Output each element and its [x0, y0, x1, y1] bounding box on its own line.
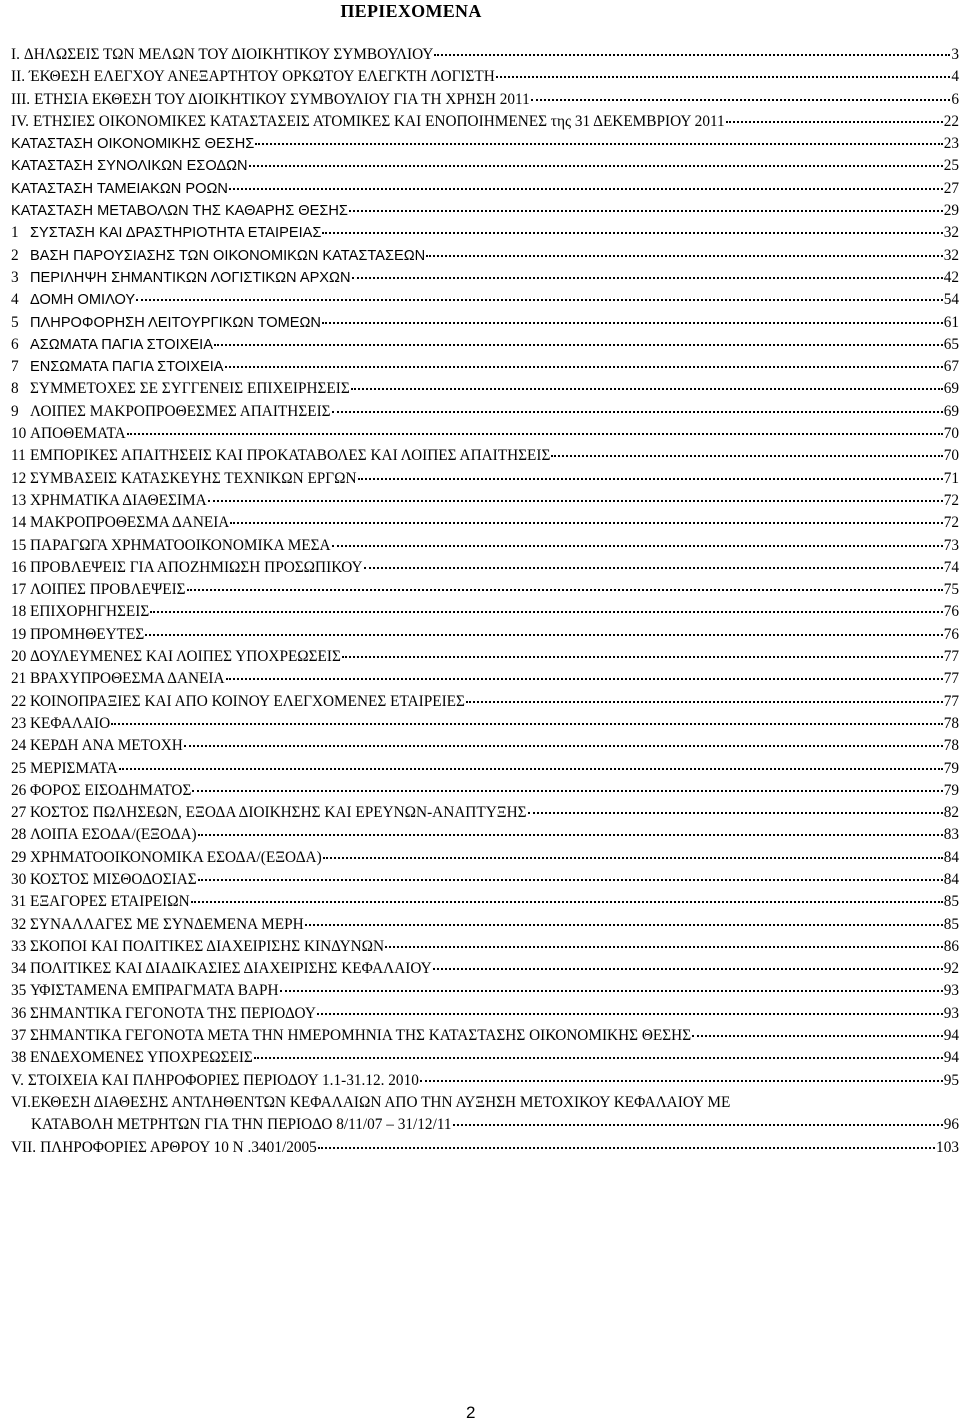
toc-entry[interactable]	[11, 200, 959, 222]
toc-entry-page: 70	[943, 447, 959, 465]
toc-entry[interactable]	[11, 624, 959, 646]
toc-entry-number: 8	[11, 380, 19, 398]
toc-entry-page: 25	[943, 157, 959, 175]
toc-entry-page: 75	[943, 581, 959, 599]
dot-leader	[692, 1034, 943, 1037]
toc-entry-number: 13	[11, 491, 27, 509]
toc-entry-title: ΠΟΛΙΤΙΚΕΣ ΚΑΙ ΔΙΑΔΙΚΑΣΙΕΣ ΔΙΑΧΕΙΡΙΣΗΣ ΚΕΦΑΛΑΙΟΥ	[30, 960, 432, 978]
toc-entry[interactable]	[11, 958, 959, 980]
toc-entry-page: 78	[943, 714, 959, 732]
toc-entry[interactable]	[11, 735, 959, 757]
toc-entry-page: 96	[943, 1116, 959, 1134]
toc-entry[interactable]	[11, 579, 959, 601]
toc-entry-number: 1	[11, 224, 19, 242]
toc-entry-number: VI.	[11, 1093, 31, 1111]
toc-entry-page: 72	[943, 514, 959, 532]
dot-leader	[317, 1012, 943, 1015]
dot-leader	[127, 432, 943, 435]
toc-entry-page: 93	[943, 982, 959, 1000]
toc-entry[interactable]	[11, 356, 959, 378]
toc-entry-page: 6	[951, 90, 959, 108]
toc-entry[interactable]	[11, 691, 959, 713]
toc-entry-number: 30	[11, 870, 27, 888]
toc-entry[interactable]	[11, 111, 959, 133]
toc-entry-number: 10	[11, 425, 27, 443]
toc-entry-title: ΑΣΩΜΑΤΑ ΠΑΓΙΑ ΣΤΟΙΧΕΙΑ	[30, 336, 213, 353]
dot-leader	[254, 1056, 943, 1059]
toc-entry-title: ΣΗΜΑΝΤΙΚΑ ΓΕΓΟΝΟΤΑ ΜΕΤΑ ΤΗΝ ΗΜΕΡΟΜΗΝΙΑ ΤΗΣ ΚΑΤΑΣΤΑΣΗΣ ΟΙΚΟΝΟΜΙΚΗΣ ΘΕΣΗΣ	[30, 1027, 692, 1045]
toc-entry-number: III.	[11, 90, 31, 108]
toc-entry[interactable]	[11, 312, 959, 334]
toc-entry-title: ΔΟΥΛΕΥΜΕΝΕΣ ΚΑΙ ΛΟΙΠΕΣ ΥΠΟΧΡΕΩΣΕΙΣ	[30, 648, 341, 666]
dot-leader	[230, 521, 942, 524]
toc-entry[interactable]	[11, 155, 959, 177]
toc-entry-number: 31	[11, 893, 27, 911]
toc-entry[interactable]	[11, 936, 959, 958]
toc-entry-title: ΚΕΦΑΛΑΙΟ	[30, 714, 111, 732]
toc-entry-title: ΣΚΟΠΟΙ ΚΑΙ ΠΟΛΙΤΙΚΕΣ ΔΙΑΧΕΙΡΙΣΗΣ ΚΙΝΔΥΝΩΝ	[30, 937, 385, 955]
dot-leader	[226, 677, 943, 680]
dot-leader	[453, 1123, 943, 1126]
dot-leader	[726, 120, 943, 123]
toc-entry[interactable]	[11, 1070, 959, 1092]
dot-leader	[119, 767, 943, 770]
toc-entry-title: ΜΑΚΡΟΠΡΟΘΕΣΜΑ ΔΑΝΕΙΑ	[30, 514, 230, 532]
toc-entry-title: ΕΝΔΕΧΟΜΕΝΕΣ ΥΠΟΧΡΕΩΣΕΙΣ	[30, 1049, 253, 1067]
toc-entry-page: 85	[943, 893, 959, 911]
toc-entry-number: 3	[11, 268, 19, 286]
toc-entry-number: 26	[11, 781, 27, 799]
toc-entry[interactable]	[11, 914, 959, 936]
dot-leader	[184, 744, 943, 747]
toc-entry-number: 6	[11, 335, 19, 353]
toc-entry-page: 61	[943, 313, 959, 331]
toc-entry[interactable]	[11, 378, 959, 400]
toc-entry[interactable]	[11, 557, 959, 579]
toc-entry-title: ΛΟΙΠΕΣ ΠΡΟΒΛΕΨΕΙΣ	[30, 581, 186, 599]
dot-leader	[426, 254, 943, 257]
toc-entry-number: 29	[11, 848, 27, 866]
toc-entry[interactable]	[11, 824, 959, 846]
toc-entry-page: 83	[943, 826, 959, 844]
dot-leader	[349, 209, 943, 212]
toc-entry-title: ΚΟΙΝΟΠΡΑΞΙΕΣ ΚΑΙ ΑΠΟ ΚΟΙΝΟΥ ΕΛΕΓΧΟΜΕΝΕΣ ΕΤΑΙΡΕΙΕΣ	[30, 692, 465, 710]
dot-leader	[352, 276, 943, 279]
toc-entry-page: 3	[951, 46, 959, 63]
toc-entry-number: 18	[11, 603, 27, 621]
toc-entry-number: 34	[11, 960, 27, 978]
toc-entry-title: ΠΛΗΡΟΦΟΡΙΕΣ ΑΡΘΡΟΥ 10 Ν .3401/2005	[40, 1138, 317, 1156]
toc-entry[interactable]	[11, 178, 959, 200]
toc-entry-title: ΒΑΣΗ ΠΑΡΟΥΣΙΑΣΗΣ ΤΩΝ ΟΙΚΟΝΟΜΙΚΩΝ ΚΑΤΑΣΤΑΣΕΩΝ	[30, 247, 426, 264]
toc-entry-page: 71	[943, 469, 959, 487]
toc-entry-title: ΣΥΜΜΕΤΟΧΕΣ ΣΕ ΣΥΓΓΕΝΕΙΣ ΕΠΙΧΕΙΡΗΣΕΙΣ	[30, 380, 350, 398]
dot-leader	[332, 544, 943, 547]
toc-entry-number: 9	[11, 402, 19, 420]
toc-entry-title: ΔΟΜΗ ΟΜΙΛΟΥ	[30, 292, 136, 309]
dot-leader	[466, 700, 943, 703]
toc-entry-title: ΣΤΟΙΧΕΙΑ ΚΑΙ ΠΛΗΡΟΦΟΡΙΕΣ ΠΕΡΙΟΔΟΥ 1.1-31.12. 2010	[27, 1071, 419, 1089]
toc-entry-number: 19	[11, 625, 27, 643]
toc-entry-title: ΒΡΑΧΥΠΡΟΘΕΣΜΑ ΔΑΝΕΙΑ	[30, 670, 225, 688]
toc-entry-title: ΚΑΤΑΣΤΑΣΗ ΜΕΤΑΒΟΛΩΝ ΤΗΣ ΚΑΘΑΡΗΣ ΘΕΣΗΣ	[11, 203, 348, 220]
toc-entry-number: I.	[11, 46, 20, 63]
toc-entry-page: 82	[943, 804, 959, 822]
toc-entry-title: ΠΡΟΒΛΕΨΕΙΣ ΓΙΑ ΑΠΟΖΗΜΙΩΣΗ ΠΡΟΣΩΠΙΚΟΥ	[30, 558, 363, 576]
toc-entry[interactable]	[11, 289, 959, 311]
toc-entry-number: 38	[11, 1049, 27, 1067]
toc-entry[interactable]	[11, 869, 959, 891]
toc-entry-title: ΧΡΗΜΑΤΟΟΙΚΟΝΟΜΙΚΑ ΕΣΟΔΑ/(ΕΞΟΔΑ)	[30, 848, 322, 866]
toc-entry-page: 95	[943, 1071, 959, 1089]
toc-entry-page: 94	[943, 1049, 959, 1067]
dot-leader	[385, 945, 943, 948]
dot-leader	[305, 923, 943, 926]
dot-leader	[229, 187, 943, 190]
toc-entry-number: IV.	[11, 112, 29, 130]
toc-entry[interactable]	[11, 89, 959, 111]
toc-entry-number: 25	[11, 759, 27, 777]
toc-entry[interactable]	[11, 758, 959, 780]
toc-entry-number: 15	[11, 536, 27, 554]
toc-entry-page: 29	[943, 202, 959, 220]
toc-entry[interactable]	[11, 334, 959, 356]
dot-leader	[280, 989, 943, 992]
toc-entry[interactable]	[11, 468, 959, 490]
toc-entry[interactable]	[11, 1025, 959, 1047]
toc-entry-page: 86	[943, 937, 959, 955]
dot-leader	[531, 98, 951, 101]
toc-entry-page: 79	[943, 759, 959, 777]
toc-entry[interactable]	[11, 245, 959, 267]
toc-entry[interactable]	[11, 66, 959, 88]
toc-entry[interactable]	[11, 445, 959, 467]
toc-entry-number: 35	[11, 982, 27, 1000]
dot-leader	[420, 1079, 943, 1082]
toc-entry-page: 85	[943, 915, 959, 933]
toc-entry-number: 16	[11, 558, 27, 576]
toc-entry-number: 28	[11, 826, 27, 844]
toc-entry-title: ΕΚΘΕΣΗ ΔΙΑΘΕΣΗΣ ΑΝΤΛΗΘΕΝΤΩΝ ΚΕΦΑΛΑΙΩΝ ΑΠΟ ΤΗΝ ΑΥΞΗΣΗ ΜΕΤΟΧΙΚΟΥ ΚΕΦΑΛΑΙΟΥ ΜΕ	[30, 1093, 731, 1111]
toc-entry-page: 4	[951, 68, 959, 86]
dot-leader	[528, 811, 943, 814]
toc-entry-number: 24	[11, 737, 27, 755]
toc-entry-number: 17	[11, 581, 27, 599]
toc-entry-number: 4	[11, 291, 19, 309]
toc-entry-page: 70	[943, 425, 959, 443]
toc-entry[interactable]	[11, 1092, 959, 1137]
toc-entry[interactable]	[11, 847, 959, 869]
toc-entry[interactable]	[11, 401, 959, 423]
toc-entry-title: ΣΥΝΑΛΛΑΓΕΣ ΜΕ ΣΥΝΔΕΜΕΝΑ ΜΕΡΗ	[30, 915, 304, 933]
toc-entry-number: 2	[11, 246, 19, 264]
dot-leader	[342, 655, 943, 658]
toc-entry-page: 22	[943, 112, 959, 130]
toc-entry-number: 12	[11, 469, 27, 487]
toc-entry-title: ΦΟΡΟΣ ΕΙΣΟΔΗΜΑΤΟΣ	[30, 781, 192, 799]
toc-entry-page: 76	[943, 603, 959, 621]
toc-entry-title: ΔΗΛΩΣΕΙΣ ΤΩΝ ΜΕΛΩΝ ΤΟΥ ΔΙΟΙΚΗΤΙΚΟΥ ΣΥΜΒΟΥΛΙΟΥ	[23, 46, 434, 63]
toc-entry-title: ΜΕΡΙΣΜΑΤΑ	[30, 759, 118, 777]
dot-leader	[198, 878, 943, 881]
toc-entry-title: ΚΑΤΑΣΤΑΣΗ ΟΙΚΟΝΟΜΙΚΗΣ ΘΕΣΗΣ	[11, 136, 255, 153]
toc-entry-title: ΕΤΗΣΙΕΣ ΟΙΚΟΝΟΜΙΚΕΣ ΚΑΤΑΣΤΑΣΕΙΣ ΑΤΟΜΙΚΕΣ ΚΑΙ ΕΝΟΠΟΙΗΜΕΝΕΣ της 31 ΔΕΚΕΜΒΡΙΟΥ 2011	[33, 112, 725, 130]
dot-leader	[111, 722, 943, 725]
toc-entry[interactable]	[11, 601, 959, 623]
dot-leader	[150, 610, 942, 613]
toc-entry-number: 23	[11, 714, 27, 732]
dot-leader	[192, 789, 942, 792]
toc-entry-page: 94	[943, 1027, 959, 1045]
toc-entry-page: 84	[943, 870, 959, 888]
toc-entry-number: 36	[11, 1004, 27, 1022]
dot-leader	[364, 566, 943, 569]
toc-entry-title: ΣΗΜΑΝΤΙΚΑ ΓΕΓΟΝΟΤΑ ΤΗΣ ΠΕΡΙΟΔΟΥ	[30, 1004, 316, 1022]
dot-leader	[145, 633, 942, 636]
toc-entry-title: ΚΟΣΤΟΣ ΜΙΣΘΟΔΟΣΙΑΣ	[30, 870, 197, 888]
dot-leader	[551, 454, 942, 457]
dot-leader	[214, 343, 943, 346]
toc-entry-page: 32	[943, 246, 959, 264]
toc-entry[interactable]	[11, 646, 959, 668]
toc-entry[interactable]	[11, 267, 959, 289]
dot-leader	[351, 387, 943, 390]
toc-entry-page: 93	[943, 1004, 959, 1022]
dot-leader	[434, 53, 950, 56]
dot-leader	[433, 967, 943, 970]
toc-entry-title: ΧΡΗΜΑΤΙΚΑ ΔΙΑΘΕΣΙΜΑ	[30, 491, 207, 509]
toc-entry-title: ΠΕΡΙΛΗΨΗ ΣΗΜΑΝΤΙΚΩΝ ΛΟΓΙΣΤΙΚΩΝ ΑΡΧΩΝ	[30, 269, 351, 286]
toc-entry-title: ΚΑΤΑΣΤΑΣΗ ΤΑΜΕΙΑΚΩΝ ΡΟΩΝ	[11, 180, 228, 197]
toc-entry-title: ΣΥΜΒΑΣΕΙΣ ΚΑΤΑΣΚΕΥΗΣ ΤΕΧΝΙΚΩΝ ΕΡΓΩΝ	[30, 469, 357, 487]
toc-entry[interactable]	[11, 802, 959, 824]
dot-leader	[358, 477, 943, 480]
toc-entry-page: 73	[943, 536, 959, 554]
toc-entry-title: ΕΠΙΧΟΡΗΓΗΣΕΙΣ	[30, 603, 150, 621]
dot-leader	[187, 588, 943, 591]
toc-entry-number: 22	[11, 692, 27, 710]
toc-entry-title: ΠΛΗΡΟΦΟΡΗΣΗ ΛΕΙΤΟΥΡΓΙΚΩΝ ΤΟΜΕΩΝ	[30, 314, 321, 331]
toc-entry-title: ΛΟΙΠΑ ΕΣΟΔΑ/(ΕΞΟΔΑ)	[30, 826, 197, 844]
toc-entry[interactable]	[11, 44, 959, 66]
page-number: 2	[466, 1403, 476, 1422]
toc-entry-page: 77	[943, 670, 959, 688]
dot-leader	[318, 1146, 935, 1149]
dot-leader	[249, 164, 943, 167]
toc-entry-title: ΚΕΡΔΗ ΑΝΑ ΜΕΤΟΧΗ	[30, 737, 183, 755]
toc-entry-page: 74	[943, 558, 959, 576]
toc-entry-page: 23	[943, 135, 959, 153]
toc-entry-title: ΕΤΗΣΙΑ ΕΚΘΕΣΗ ΤΟΥ ΔΙΟΙΚΗΤΙΚΟΥ ΣΥΜΒΟΥΛΙΟΥ ΓΙΑ ΤΗ ΧΡΗΣΗ 2011	[34, 90, 530, 108]
toc-entry-number: 27	[11, 804, 27, 822]
toc-entry-title: ΠΑΡΑΓΩΓΑ ΧΡΗΜΑΤΟΟΙΚΟΝΟΜΙΚΑ ΜΕΣΑ	[30, 536, 331, 554]
toc-entry-title: ΕΞΑΓΟΡΕΣ ΕΤΑΙΡΕΙΩΝ	[30, 893, 190, 911]
toc-entry-page: 76	[943, 625, 959, 643]
toc-entry[interactable]	[11, 222, 959, 244]
toc-entry-title: ΠΡΟΜΗΘΕΥΤΕΣ	[30, 625, 145, 643]
toc-entry[interactable]	[11, 980, 959, 1002]
toc-entry-title: ΕΜΠΟΡΙΚΕΣ ΑΠΑΙΤΗΣΕΙΣ ΚΑΙ ΠΡΟΚΑΤΑΒΟΛΕΣ ΚΑΙ ΛΟΙΠΕΣ ΑΠΑΙΤΗΣΕΙΣ	[30, 447, 551, 465]
dot-leader	[136, 298, 943, 301]
toc-entry-page: 103	[936, 1138, 959, 1156]
toc-entry-title: ΛΟΙΠΕΣ ΜΑΚΡΟΠΡΟΘΕΣΜΕΣ ΑΠΑΙΤΗΣΕΙΣ	[30, 402, 331, 420]
dot-leader	[322, 231, 942, 234]
toc-entry-number: 32	[11, 915, 27, 933]
toc-entry[interactable]	[11, 490, 959, 512]
toc-entry-title: ΚΑΤΑΣΤΑΣΗ ΣΥΝΟΛΙΚΩΝ ΕΣΟΔΩΝ	[11, 158, 248, 175]
toc-entry-number: 33	[11, 937, 27, 955]
page-title: ΠΕΡΙΕΧΟΜΕΝΑ	[340, 1, 482, 21]
toc-entry-title: ΣΥΣΤΑΣΗ ΚΑΙ ΔΡΑΣΤΗΡΙΟΤΗΤΑ ΕΤΑΙΡΕΙΑΣ	[30, 225, 322, 242]
toc-entry-page: 78	[943, 737, 959, 755]
toc-entry-page: 54	[943, 291, 959, 309]
toc-entry-page: 92	[943, 960, 959, 978]
toc-entry-number: 37	[11, 1027, 27, 1045]
toc-entry-number: II.	[11, 68, 26, 86]
toc-entry-title: ΕΝΣΩΜΑΤΑ ΠΑΓΙΑ ΣΤΟΙΧΕΙΑ	[30, 359, 224, 376]
toc-entry[interactable]	[11, 668, 959, 690]
dot-leader	[332, 410, 943, 413]
toc-entry-page: 72	[943, 491, 959, 509]
toc-entry[interactable]	[11, 512, 959, 534]
toc-entry-number: 7	[11, 358, 19, 376]
toc-entry-page: 65	[943, 335, 959, 353]
toc-entry-page: 79	[943, 781, 959, 799]
dot-leader	[323, 856, 943, 859]
toc-entry-title: ΑΠΟΘΕΜΑΤΑ	[30, 425, 126, 443]
dot-leader	[208, 499, 943, 502]
toc-entry[interactable]	[11, 891, 959, 913]
toc-entry-page: 32	[943, 224, 959, 242]
toc-entry-title: ΚΟΣΤΟΣ ΠΩΛΗΣΕΩΝ, ΕΞΟΔΑ ΔΙΟΙΚΗΣΗΣ ΚΑΙ ΕΡΕΥΝΩΝ-ΑΝΑΠΤΥΞΗΣ	[30, 804, 527, 822]
toc-entry-title-continued: ΚΑΤΑΒΟΛΗ ΜΕΤΡΗΤΩΝ ΓΙΑ ΤΗΝ ΠΕΡΙΟΔΟ 8/11/07 – 31/12/11	[31, 1116, 452, 1134]
toc-entry-number: 5	[11, 313, 19, 331]
toc-entry-page: 42	[943, 268, 959, 286]
dot-leader	[198, 833, 943, 836]
toc-entry[interactable]	[11, 1137, 959, 1159]
dot-leader	[255, 142, 942, 145]
table-of-contents	[11, 44, 959, 1159]
toc-entry-page: 77	[943, 692, 959, 710]
toc-entry-page: 69	[943, 402, 959, 420]
toc-entry-title: ΥΦΙΣΤΑΜΕΝΑ ΕΜΠΡΑΓΜΑΤΑ ΒΑΡΗ	[30, 982, 279, 1000]
toc-entry[interactable]	[11, 713, 959, 735]
toc-entry-number: V.	[11, 1071, 24, 1089]
toc-entry-number: 14	[11, 514, 27, 532]
dot-leader	[322, 321, 943, 324]
toc-entry-page: 84	[943, 848, 959, 866]
toc-entry-title: ΈΚΘΕΣΗ ΕΛΕΓΧΟΥ ΑΝΕΞΑΡΤΗΤΟΥ ΟΡΚΩΤΟΥ ΕΛΕΓΚΤΗ ΛΟΓΙΣΤΗ	[29, 68, 495, 86]
toc-entry-number: 21	[11, 670, 27, 688]
toc-entry[interactable]	[11, 1003, 959, 1025]
dot-leader	[225, 365, 943, 368]
toc-entry-page: 67	[943, 358, 959, 376]
toc-entry-number: 11	[11, 447, 26, 465]
toc-entry[interactable]	[11, 423, 959, 445]
toc-entry-page: 69	[943, 380, 959, 398]
toc-entry-page: 27	[943, 179, 959, 197]
toc-entry[interactable]	[11, 133, 959, 155]
dot-leader	[191, 900, 943, 903]
toc-entry[interactable]	[11, 1047, 959, 1069]
toc-entry-page: 77	[943, 648, 959, 666]
toc-entry[interactable]	[11, 780, 959, 802]
toc-entry[interactable]	[11, 535, 959, 557]
dot-leader	[496, 75, 951, 78]
toc-entry-number: VII.	[11, 1138, 37, 1156]
toc-entry-number: 20	[11, 648, 27, 666]
